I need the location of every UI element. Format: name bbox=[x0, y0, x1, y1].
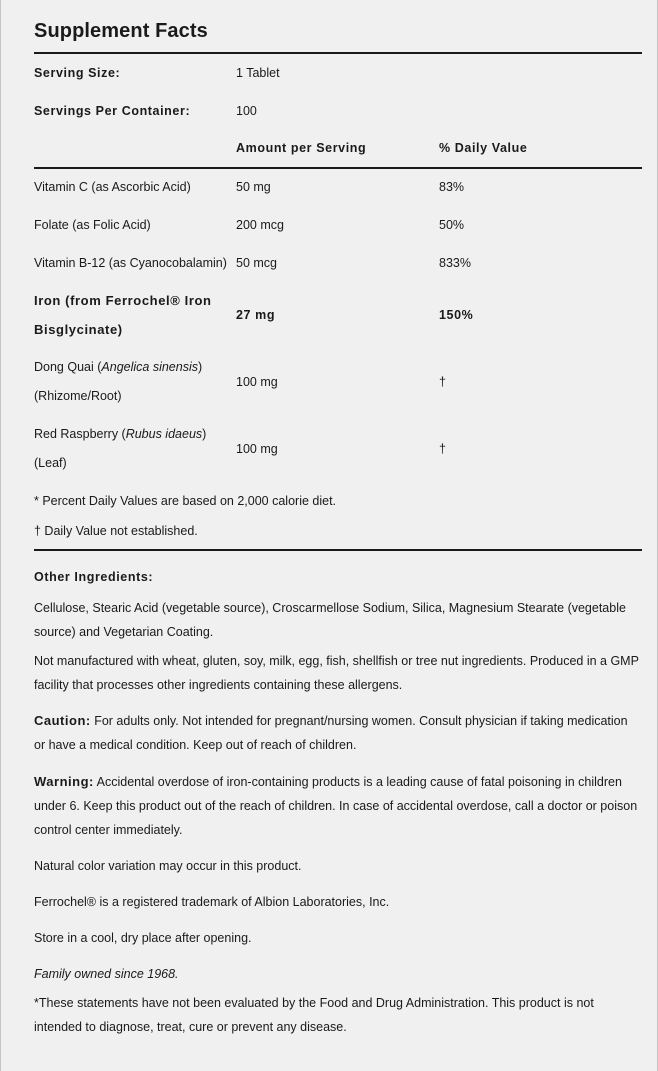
servings-per-container-label: Servings Per Container: bbox=[34, 104, 191, 118]
trademark-note: Ferrochel® is a registered trademark of Albion Laboratories, Inc. bbox=[34, 895, 390, 909]
nutrient-daily-value: † bbox=[439, 442, 446, 456]
caution-text: For adults only. Not intended for pregnant/nursing women. Consult physician if taking medication or have a medical condition. Keep out of reach of children. bbox=[34, 714, 628, 752]
warning-paragraph bbox=[34, 770, 642, 842]
nutrient-daily-value: 833% bbox=[439, 256, 471, 270]
nutrient-daily-value: 50% bbox=[439, 218, 465, 232]
nutrient-name: Folate (as Folic Acid) bbox=[34, 218, 151, 232]
warning-text: Accidental overdose of iron-containing products is a leading cause of fatal poisoning in children under 6. Keep this product out of the reach of children. In case of accidental overdose, call a doctor or poison control center immediately. bbox=[34, 775, 638, 837]
page-title: Supplement Facts bbox=[34, 20, 208, 42]
serving-size-label: Serving Size: bbox=[34, 66, 121, 80]
footnote-dagger: † Daily Value not established. bbox=[34, 524, 198, 538]
nutrient-amount: 100 mg bbox=[236, 442, 278, 456]
nutrient-name: Dong Quai (Angelica sinensis) (Rhizome/Root) bbox=[34, 360, 203, 403]
nutrient-daily-value: 83% bbox=[439, 180, 465, 194]
left-border bbox=[0, 0, 1, 1071]
title-rule bbox=[34, 52, 642, 54]
storage-note: Store in a cool, dry place after opening. bbox=[34, 931, 252, 945]
nutrient-daily-value: 150% bbox=[439, 308, 474, 322]
nutrient-name: Vitamin C (as Ascorbic Acid) bbox=[34, 180, 191, 194]
nutrient-daily-value: † bbox=[439, 375, 446, 389]
daily-value-column-header: % Daily Value bbox=[439, 141, 528, 155]
header-rule bbox=[34, 167, 642, 169]
color-note: Natural color variation may occur in this product. bbox=[34, 859, 302, 873]
caution-paragraph bbox=[34, 709, 642, 757]
nutrient-amount: 50 mg bbox=[236, 180, 271, 194]
nutrient-amount: 27 mg bbox=[236, 308, 276, 322]
nutrient-amount: 200 mcg bbox=[236, 218, 284, 232]
warning-label: Warning: bbox=[34, 774, 94, 789]
other-ingredients-heading: Other Ingredients: bbox=[34, 570, 154, 584]
servings-per-container-value: 100 bbox=[236, 104, 257, 118]
serving-size-value: 1 Tablet bbox=[236, 66, 280, 80]
footnote-percent-daily-value: * Percent Daily Values are based on 2,000 calorie diet. bbox=[34, 494, 337, 508]
amount-column-header: Amount per Serving bbox=[236, 141, 367, 155]
family-owned-note: Family owned since 1968. bbox=[34, 967, 179, 981]
ingredients-text: Cellulose, Stearic Acid (vegetable source), Croscarmellose Sodium, Silica, Magnesium Stearate (vegetable source) and Vegetarian Coating. bbox=[34, 601, 626, 639]
nutrient-name: Red Raspberry (Rubus idaeus) (Leaf) bbox=[34, 427, 207, 470]
nutrient-amount: 100 mg bbox=[236, 375, 278, 389]
nutrient-name: Vitamin B-12 (as Cyanocobalamin) bbox=[34, 256, 227, 270]
nutrient-amount: 50 mcg bbox=[236, 256, 277, 270]
allergen-text: Not manufactured with wheat, gluten, soy, milk, egg, fish, shellfish or tree nut ingredients. Produced in a GMP facility that processes other ingredients containing these allergens. bbox=[34, 654, 639, 692]
caution-label: Caution: bbox=[34, 713, 91, 728]
nutrient-name: Iron (from Ferrochel® Iron Bisglycinate) bbox=[34, 293, 212, 337]
footnote-rule bbox=[34, 549, 642, 551]
fda-disclaimer: *These statements have not been evaluated by the Food and Drug Administration. This product is not intended to diagnose, treat, cure or prevent any disease. bbox=[34, 996, 594, 1034]
